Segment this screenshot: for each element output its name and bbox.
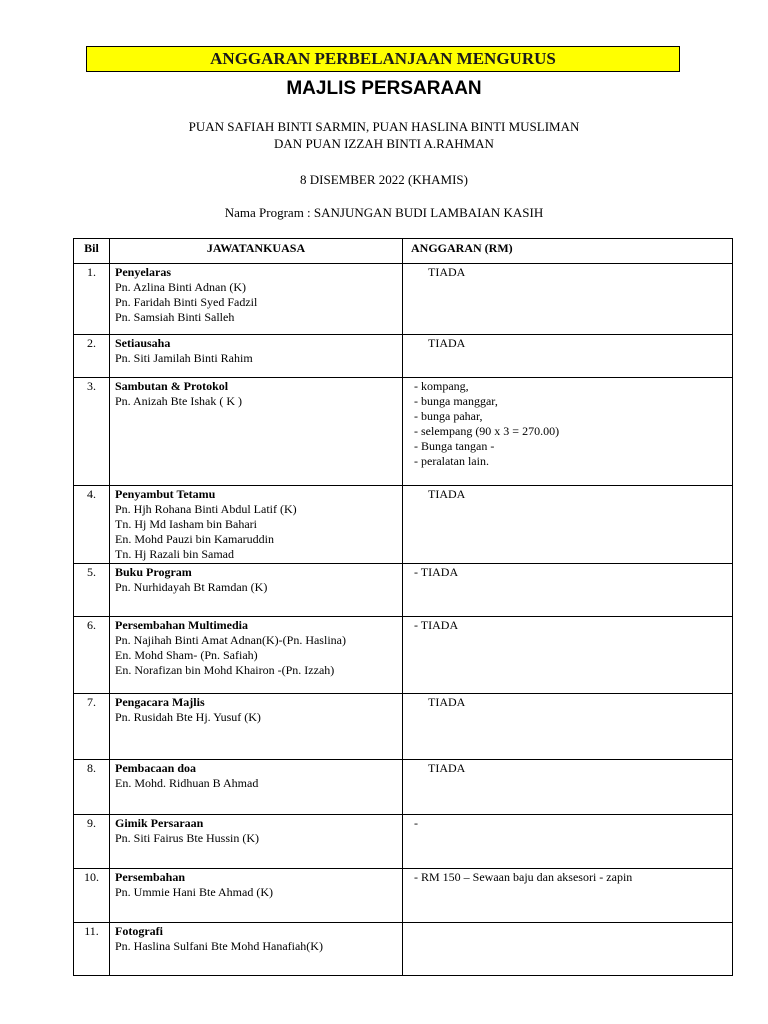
committee-member: En. Mohd Pauzi bin Kamaruddin [115, 532, 274, 546]
row-number: 9. [74, 815, 110, 869]
committee-member: Tn. Hj Razali bin Samad [115, 547, 234, 561]
committee-role: Buku Program [115, 565, 192, 579]
row-number: 6. [74, 617, 110, 694]
committee-cell [110, 869, 403, 923]
budget-item: - kompang, [414, 379, 469, 393]
committee-member: Pn. Hjh Rohana Binti Abdul Latif (K) [115, 502, 297, 516]
table-row [74, 378, 733, 486]
table-row [74, 923, 733, 976]
committee-member: Pn. Haslina Sulfani Bte Mohd Hanafiah(K) [115, 939, 323, 953]
budget-item: - bunga manggar, [414, 394, 498, 408]
committee-cell [110, 335, 403, 378]
committee-member: Pn. Ummie Hani Bte Ahmad (K) [115, 885, 273, 899]
budget-cell [403, 815, 733, 869]
row-number: 5. [74, 564, 110, 617]
budget-cell [403, 335, 733, 378]
row-number: 7. [74, 694, 110, 760]
budget-item: TIADA [428, 487, 466, 501]
budget-item: TIADA [428, 265, 466, 279]
budget-item: - [414, 816, 418, 830]
committee-member: Tn. Hj Md Iasham bin Bahari [115, 517, 257, 531]
row-number: 11. [74, 923, 110, 976]
committee-role: Pembacaan doa [115, 761, 196, 775]
budget-cell [403, 760, 733, 815]
names-line-1: PUAN SAFIAH BINTI SARMIN, PUAN HASLINA BINTI MUSLIMAN [188, 119, 580, 134]
committee-member: Pn. Azlina Binti Adnan (K) [115, 280, 246, 294]
committee-member: Pn. Nurhidayah Bt Ramdan (K) [115, 580, 268, 594]
table-row [74, 264, 733, 335]
row-number: 2. [74, 335, 110, 378]
committee-member: Pn. Anizah Bte Ishak ( K ) [115, 394, 242, 408]
committee-role: Gimik Persaraan [115, 816, 204, 830]
budget-item: - TIADA [414, 618, 459, 632]
table-row [74, 694, 733, 760]
budget-cell [403, 923, 733, 976]
budget-item: - bunga pahar, [414, 409, 483, 423]
table-row [74, 815, 733, 869]
event-date: 8 DISEMBER 2022 (KHAMIS) [300, 172, 468, 187]
committee-member: Pn. Rusidah Bte Hj. Yusuf (K) [115, 710, 261, 724]
committee-member: En. Mohd. Ridhuan B Ahmad [115, 776, 259, 790]
budget-item: - peralatan lain. [414, 454, 489, 468]
row-number: 1. [74, 264, 110, 335]
column-header-bil: Bil [74, 239, 110, 264]
document-title: ANGGARAN PERBELANJAAN MENGURUS [86, 46, 680, 72]
table-row [74, 486, 733, 564]
budget-cell [403, 617, 733, 694]
committee-role: Fotografi [115, 924, 163, 938]
row-number: 8. [74, 760, 110, 815]
committee-member: Pn. Najihah Binti Amat Adnan(K)-(Pn. Haslina) [115, 633, 346, 647]
budget-cell [403, 564, 733, 617]
committee-role: Penyelaras [115, 265, 171, 279]
committee-role: Pengacara Majlis [115, 695, 205, 709]
row-number: 3. [74, 378, 110, 486]
table-row [74, 617, 733, 694]
committee-member: Pn. Siti Fairus Bte Hussin (K) [115, 831, 260, 845]
program-name: Nama Program : SANJUNGAN BUDI LAMBAIAN KASIH [224, 205, 544, 220]
budget-item: - TIADA [414, 565, 459, 579]
budget-item: TIADA [428, 336, 466, 350]
column-header-jawatankuasa: JAWATANKUASA [110, 239, 403, 264]
table-row [74, 335, 733, 378]
budget-cell [403, 694, 733, 760]
committee-cell [110, 378, 403, 486]
committee-cell [110, 815, 403, 869]
budget-item: - RM 150 – Sewaan baju dan aksesori - zapin [414, 870, 633, 884]
committee-cell [110, 617, 403, 694]
table-row [74, 869, 733, 923]
budget-item: - Bunga tangan - [414, 439, 495, 453]
budget-cell [403, 378, 733, 486]
names-line-2: DAN PUAN IZZAH BINTI A.RAHMAN [274, 136, 494, 151]
table-row [74, 760, 733, 815]
committee-member: En. Mohd Sham- (Pn. Safiah) [115, 648, 258, 662]
budget-item: - selempang (90 x 3 = 270.00) [414, 424, 560, 438]
table-header-row [74, 239, 733, 264]
document-subtitle: MAJLIS PERSARAAN [286, 78, 482, 99]
committee-cell [110, 694, 403, 760]
row-number: 4. [74, 486, 110, 564]
column-header-anggaran: ANGGARAN (RM) [403, 239, 733, 264]
budget-item: TIADA [428, 761, 466, 775]
budget-item: TIADA [428, 695, 466, 709]
committee-member: Pn. Faridah Binti Syed Fadzil [115, 295, 258, 309]
committee-member: Pn. Siti Jamilah Binti Rahim [115, 351, 253, 365]
committee-role: Penyambut Tetamu [115, 487, 216, 501]
committee-budget-table [73, 238, 733, 976]
committee-role: Persembahan [115, 870, 185, 884]
committee-member: Pn. Samsiah Binti Salleh [115, 310, 235, 324]
retirees-names [0, 118, 768, 152]
committee-cell [110, 923, 403, 976]
row-number: 10. [74, 869, 110, 923]
committee-role: Persembahan Multimedia [115, 618, 248, 632]
table-row [74, 564, 733, 617]
committee-cell [110, 264, 403, 335]
committee-role: Setiausaha [115, 336, 171, 350]
budget-cell [403, 869, 733, 923]
budget-cell [403, 264, 733, 335]
committee-role: Sambutan & Protokol [115, 379, 229, 393]
committee-cell [110, 486, 403, 564]
committee-member: En. Norafizan bin Mohd Khairon -(Pn. Izzah) [115, 663, 335, 677]
budget-cell [403, 486, 733, 564]
committee-cell [110, 564, 403, 617]
committee-cell [110, 760, 403, 815]
